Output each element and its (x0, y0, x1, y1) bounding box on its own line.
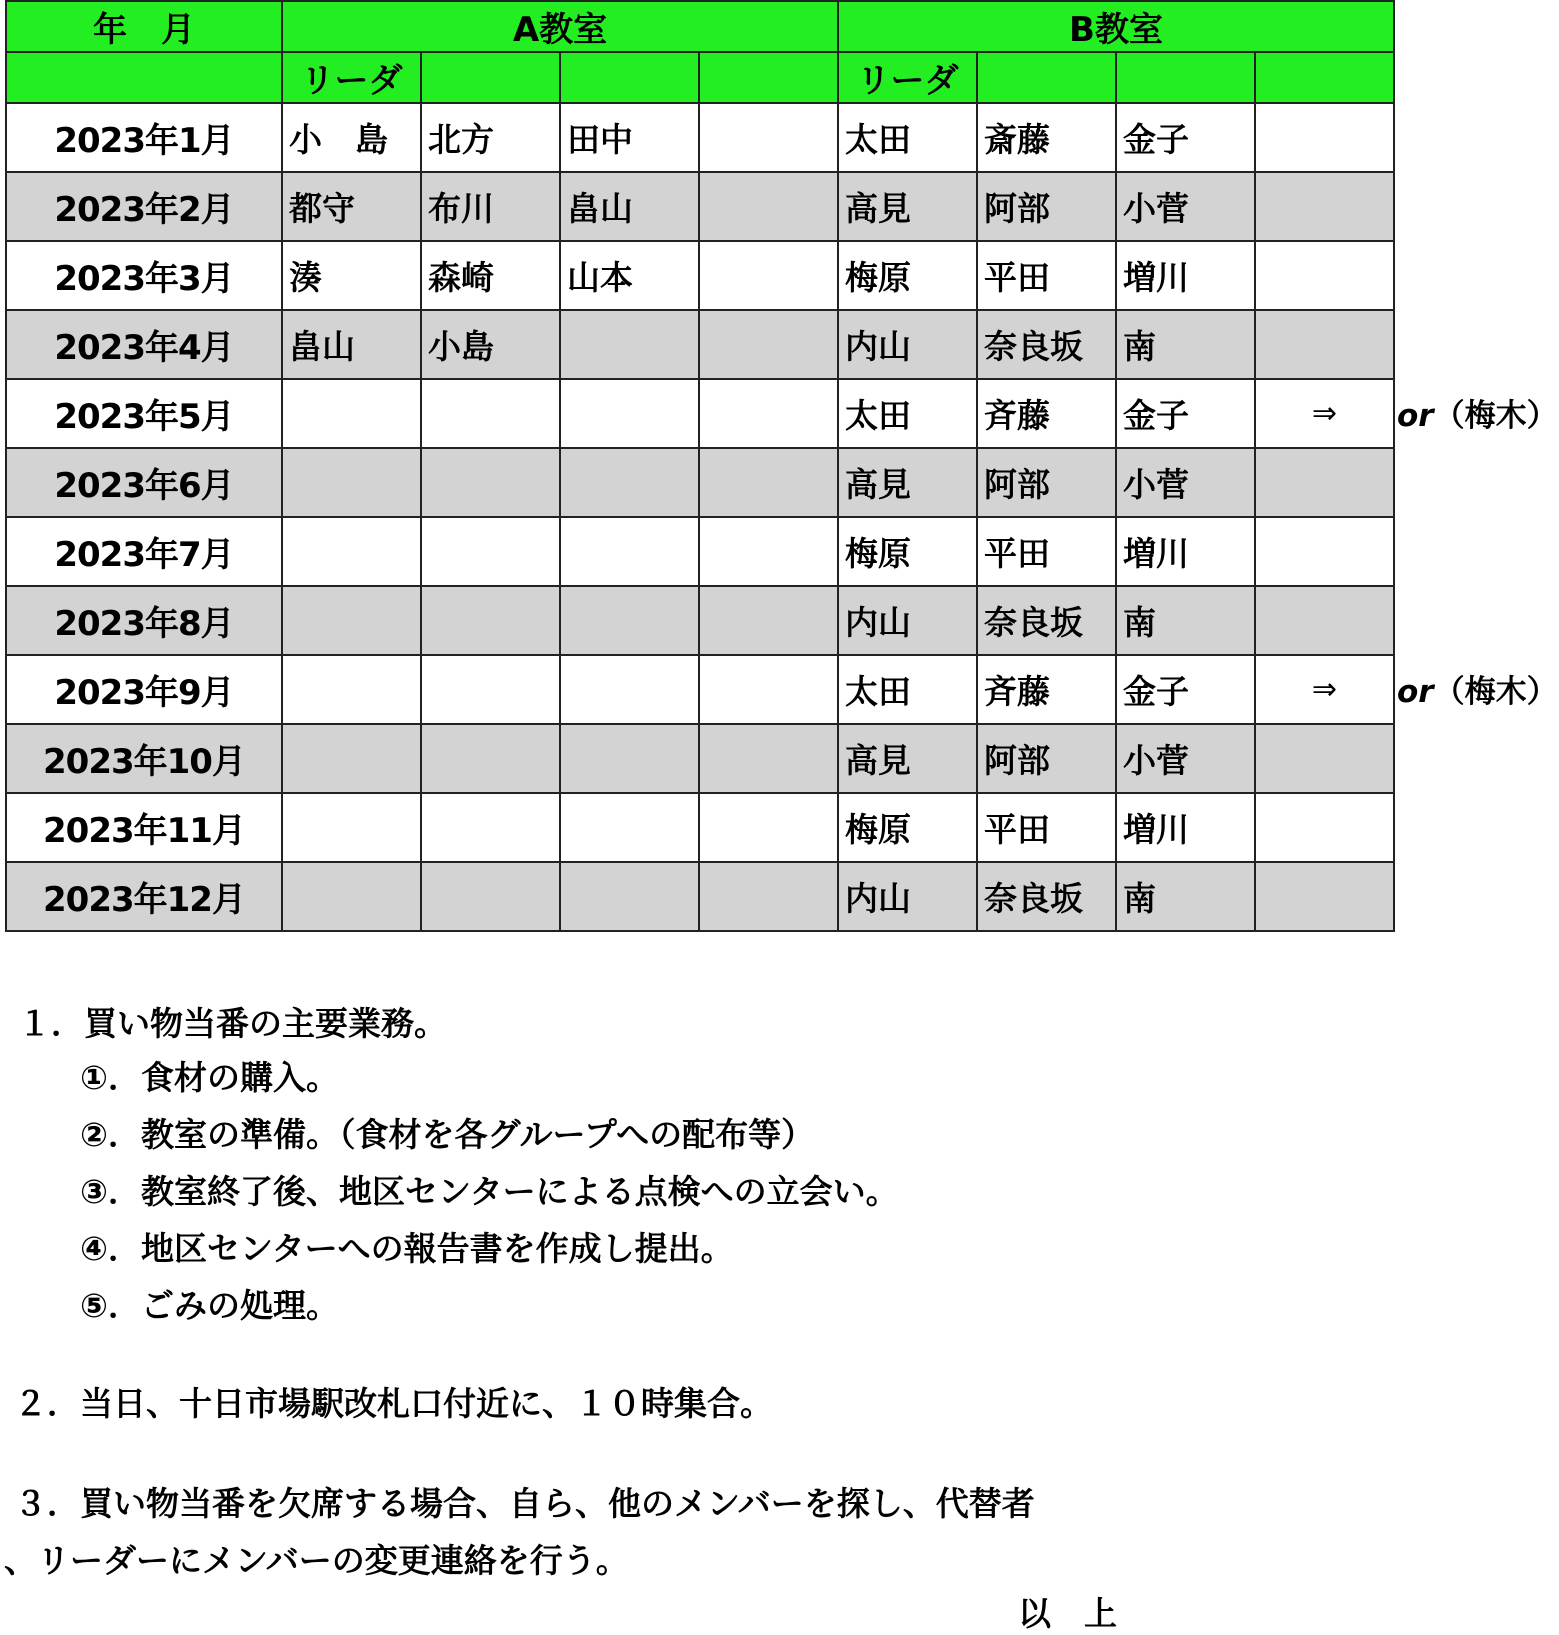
shopping-duty-schedule-table (5, 0, 1395, 932)
room-a-member-cell: 山本 (560, 241, 699, 310)
room-a-member-cell (282, 448, 421, 517)
arrow-cell (1255, 310, 1394, 379)
room-a-member-cell (699, 448, 838, 517)
schedule-row (6, 793, 1394, 862)
schedule-row (6, 172, 1394, 241)
room-b-member-cell: 阿部 (977, 172, 1116, 241)
room-a-member-cell (282, 862, 421, 931)
room-a-member-cell: 湊 (282, 241, 421, 310)
room-a-member-cell (699, 379, 838, 448)
room-b-member-cell: 太田 (838, 379, 977, 448)
note-item-3-line-2: 、リーダーにメンバーの変更連絡を行う。 (4, 1541, 629, 1580)
room-a-member-cell (282, 379, 421, 448)
month-cell: 2023年4月 (6, 310, 282, 379)
header-month: 年 月 (6, 1, 282, 52)
room-b-member-cell: 斎藤 (977, 103, 1116, 172)
room-b-member-cell: 奈良坂 (977, 586, 1116, 655)
room-b-member-cell: 高見 (838, 172, 977, 241)
room-b-member-cell: 平田 (977, 793, 1116, 862)
header-blank-cell (977, 52, 1116, 103)
room-b-member-cell: 斉藤 (977, 655, 1116, 724)
room-b-member-cell: 平田 (977, 241, 1116, 310)
note-item-1-sub-1: ①．食材の購入。 (80, 1058, 339, 1097)
room-a-member-cell: 北方 (421, 103, 560, 172)
schedule-row (6, 448, 1394, 517)
arrow-cell (1255, 862, 1394, 931)
room-a-member-cell (282, 586, 421, 655)
room-b-member-cell: 内山 (838, 586, 977, 655)
schedule-row (6, 517, 1394, 586)
header-room-b: B教室 (838, 1, 1394, 52)
side-note-sep-alternate (1397, 666, 1558, 711)
schedule-row (6, 655, 1394, 724)
room-a-member-cell (282, 655, 421, 724)
room-a-member-cell: 都守 (282, 172, 421, 241)
schedule-row (6, 103, 1394, 172)
room-a-member-cell (699, 724, 838, 793)
room-a-member-cell (282, 793, 421, 862)
room-a-member-cell (421, 793, 560, 862)
schedule-row (6, 862, 1394, 931)
header-row-leaders (6, 52, 1394, 103)
room-a-member-cell (421, 379, 560, 448)
note-item-2: ２．当日、十日市場駅改札口付近に、１０時集合。 (14, 1384, 773, 1423)
room-b-member-cell: 小菅 (1116, 448, 1255, 517)
room-b-member-cell: 梅原 (838, 517, 977, 586)
room-b-member-cell: 高見 (838, 448, 977, 517)
room-b-member-cell: 奈良坂 (977, 310, 1116, 379)
room-a-member-cell (560, 448, 699, 517)
room-b-member-cell: 阿部 (977, 448, 1116, 517)
room-a-member-cell: 畠山 (282, 310, 421, 379)
arrow-cell (1255, 793, 1394, 862)
schedule-row (6, 724, 1394, 793)
room-a-member-cell (282, 724, 421, 793)
header-leader-a: リーダ (282, 52, 421, 103)
month-cell: 2023年7月 (6, 517, 282, 586)
schedule-row (6, 586, 1394, 655)
month-cell: 2023年1月 (6, 103, 282, 172)
arrow-cell: ⇒ (1255, 379, 1394, 448)
room-a-member-cell: 布川 (421, 172, 560, 241)
room-a-member-cell (560, 379, 699, 448)
room-a-member-cell (699, 517, 838, 586)
room-a-member-cell (282, 517, 421, 586)
room-b-member-cell: 太田 (838, 655, 977, 724)
room-a-member-cell (699, 862, 838, 931)
arrow-cell (1255, 517, 1394, 586)
room-b-member-cell: 増川 (1116, 517, 1255, 586)
room-b-member-cell: 増川 (1116, 241, 1255, 310)
header-leader-b: リーダ (838, 52, 977, 103)
room-a-member-cell: 小 島 (282, 103, 421, 172)
room-a-member-cell (421, 724, 560, 793)
arrow-cell: ⇒ (1255, 655, 1394, 724)
room-b-member-cell: 小菅 (1116, 724, 1255, 793)
room-b-member-cell: 金子 (1116, 655, 1255, 724)
arrow-cell (1255, 241, 1394, 310)
room-a-member-cell (699, 172, 838, 241)
note-item-3-line-1: ３．買い物当番を欠席する場合、自ら、他のメンバーを探し、代替者 (14, 1484, 1035, 1523)
room-b-member-cell: 金子 (1116, 103, 1255, 172)
header-room-a: A教室 (282, 1, 838, 52)
room-b-member-cell: 内山 (838, 310, 977, 379)
header-blank-cell (6, 52, 282, 103)
room-b-member-cell: 南 (1116, 586, 1255, 655)
room-a-member-cell (421, 655, 560, 724)
schedule-row (6, 379, 1394, 448)
room-a-member-cell (699, 793, 838, 862)
note-item-1-sub-2: ②．教室の準備。（食材を各グループへの配布等） (80, 1115, 815, 1154)
note-item-1: １．買い物当番の主要業務。 (18, 1004, 447, 1043)
room-a-member-cell (560, 586, 699, 655)
room-a-member-cell (699, 241, 838, 310)
room-a-member-cell (560, 862, 699, 931)
room-b-member-cell: 高見 (838, 724, 977, 793)
side-note-name: （梅木） (1433, 398, 1558, 434)
month-cell: 2023年6月 (6, 448, 282, 517)
room-b-member-cell: 内山 (838, 862, 977, 931)
month-cell: 2023年5月 (6, 379, 282, 448)
room-a-member-cell (421, 517, 560, 586)
side-note-may-alternate (1397, 390, 1558, 435)
room-b-member-cell: 南 (1116, 862, 1255, 931)
header-blank-cell (560, 52, 699, 103)
month-cell: 2023年3月 (6, 241, 282, 310)
month-cell: 2023年10月 (6, 724, 282, 793)
arrow-cell (1255, 724, 1394, 793)
room-a-member-cell: 畠山 (560, 172, 699, 241)
room-a-member-cell (699, 655, 838, 724)
room-a-member-cell: 田中 (560, 103, 699, 172)
header-blank-cell (699, 52, 838, 103)
room-b-member-cell: 阿部 (977, 724, 1116, 793)
note-item-1-sub-3: ③．教室終了後、地区センターによる点検への立会い。 (80, 1172, 899, 1211)
room-b-member-cell: 斉藤 (977, 379, 1116, 448)
schedule-row (6, 310, 1394, 379)
header-blank-cell (1255, 52, 1394, 103)
arrow-cell (1255, 172, 1394, 241)
room-b-member-cell: 梅原 (838, 241, 977, 310)
note-item-1-sub-4: ④．地区センターへの報告書を作成し提出。 (80, 1229, 734, 1268)
side-note-or: or (1397, 398, 1434, 434)
arrow-cell (1255, 586, 1394, 655)
room-b-member-cell: 増川 (1116, 793, 1255, 862)
room-b-member-cell: 太田 (838, 103, 977, 172)
room-a-member-cell (560, 517, 699, 586)
room-a-member-cell (421, 862, 560, 931)
header-blank-cell (421, 52, 560, 103)
month-cell: 2023年2月 (6, 172, 282, 241)
room-b-member-cell: 奈良坂 (977, 862, 1116, 931)
side-note-or: or (1397, 674, 1434, 710)
closing-text: 以 上 (1018, 1594, 1117, 1633)
room-a-member-cell: 森崎 (421, 241, 560, 310)
note-item-1-sub-5: ⑤．ごみの処理。 (80, 1286, 339, 1325)
room-a-member-cell (560, 310, 699, 379)
month-cell: 2023年12月 (6, 862, 282, 931)
room-a-member-cell (560, 655, 699, 724)
room-b-member-cell: 平田 (977, 517, 1116, 586)
room-a-member-cell (699, 103, 838, 172)
room-a-member-cell (560, 793, 699, 862)
room-a-member-cell (560, 724, 699, 793)
room-b-member-cell: 南 (1116, 310, 1255, 379)
room-a-member-cell (699, 310, 838, 379)
room-b-member-cell: 金子 (1116, 379, 1255, 448)
room-a-member-cell (421, 448, 560, 517)
room-b-member-cell: 梅原 (838, 793, 977, 862)
month-cell: 2023年11月 (6, 793, 282, 862)
header-row-rooms (6, 1, 1394, 52)
room-a-member-cell (699, 586, 838, 655)
arrow-cell (1255, 448, 1394, 517)
room-b-member-cell: 小菅 (1116, 172, 1255, 241)
room-a-member-cell (421, 586, 560, 655)
header-blank-cell (1116, 52, 1255, 103)
room-a-member-cell: 小島 (421, 310, 560, 379)
month-cell: 2023年9月 (6, 655, 282, 724)
schedule-row (6, 241, 1394, 310)
arrow-cell (1255, 103, 1394, 172)
month-cell: 2023年8月 (6, 586, 282, 655)
side-note-name: （梅木） (1433, 674, 1558, 710)
